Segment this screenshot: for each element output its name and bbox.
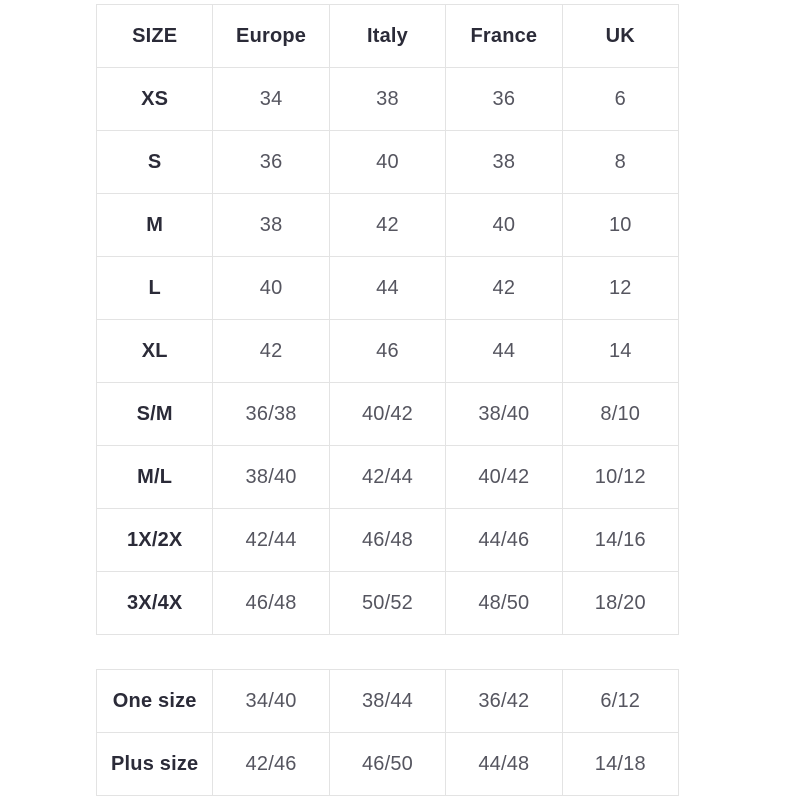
size-value-cell: 46/48 [213,572,329,635]
table-row [97,68,679,131]
size-value-cell: 44 [446,320,562,383]
size-value-cell: 14/18 [562,733,678,796]
size-label-cell: XL [97,320,213,383]
size-value-cell: 38 [446,131,562,194]
size-value-cell: 42/44 [329,446,445,509]
table-row [97,733,679,796]
special-sizes-table-body [97,670,679,796]
size-label-cell: XS [97,68,213,131]
special-sizes-table [96,669,679,796]
table-row [97,383,679,446]
size-value-cell: 34/40 [213,670,329,733]
size-value-cell: 42/46 [213,733,329,796]
size-value-cell: 40 [446,194,562,257]
size-value-cell: 44/48 [446,733,562,796]
size-value-cell: 8/10 [562,383,678,446]
size-value-cell: 6 [562,68,678,131]
size-label-cell: L [97,257,213,320]
size-value-cell: 14/16 [562,509,678,572]
size-value-cell: 42 [329,194,445,257]
size-value-cell: 46 [329,320,445,383]
size-value-cell: 38 [329,68,445,131]
table-row [97,257,679,320]
size-value-cell: 36 [213,131,329,194]
size-value-cell: 36/38 [213,383,329,446]
column-header-europe: Europe [213,5,329,68]
size-value-cell: 36/42 [446,670,562,733]
size-value-cell: 44/46 [446,509,562,572]
size-value-cell: 46/50 [329,733,445,796]
size-value-cell: 38 [213,194,329,257]
table-row [97,670,679,733]
size-value-cell: 18/20 [562,572,678,635]
table-row [97,572,679,635]
column-header-uk: UK [562,5,678,68]
size-value-cell: 40 [213,257,329,320]
table-gap [96,635,679,669]
table-row [97,446,679,509]
header-row [97,5,679,68]
size-label-cell: S [97,131,213,194]
size-value-cell: 42 [446,257,562,320]
size-value-cell: 50/52 [329,572,445,635]
size-label-cell: 1X/2X [97,509,213,572]
size-value-cell: 10 [562,194,678,257]
size-chart-container [96,4,679,796]
size-value-cell: 42 [213,320,329,383]
size-value-cell: 8 [562,131,678,194]
size-label-cell: Plus size [97,733,213,796]
size-value-cell: 46/48 [329,509,445,572]
size-conversion-table-header [97,5,679,68]
size-label-cell: M/L [97,446,213,509]
column-header-france: France [446,5,562,68]
size-value-cell: 40 [329,131,445,194]
size-value-cell: 12 [562,257,678,320]
size-value-cell: 40/42 [446,446,562,509]
size-label-cell: M [97,194,213,257]
size-value-cell: 36 [446,68,562,131]
size-label-cell: S/M [97,383,213,446]
size-value-cell: 10/12 [562,446,678,509]
table-row [97,320,679,383]
size-value-cell: 42/44 [213,509,329,572]
size-value-cell: 40/42 [329,383,445,446]
size-label-cell: 3X/4X [97,572,213,635]
table-row [97,194,679,257]
size-conversion-table [96,4,679,635]
size-value-cell: 38/40 [446,383,562,446]
size-label-cell: One size [97,670,213,733]
column-header-italy: Italy [329,5,445,68]
table-row [97,509,679,572]
size-value-cell: 44 [329,257,445,320]
size-value-cell: 14 [562,320,678,383]
column-header-size: SIZE [97,5,213,68]
size-value-cell: 48/50 [446,572,562,635]
size-conversion-table-body [97,68,679,635]
table-row [97,131,679,194]
size-value-cell: 38/40 [213,446,329,509]
size-value-cell: 34 [213,68,329,131]
size-value-cell: 6/12 [562,670,678,733]
size-value-cell: 38/44 [329,670,445,733]
